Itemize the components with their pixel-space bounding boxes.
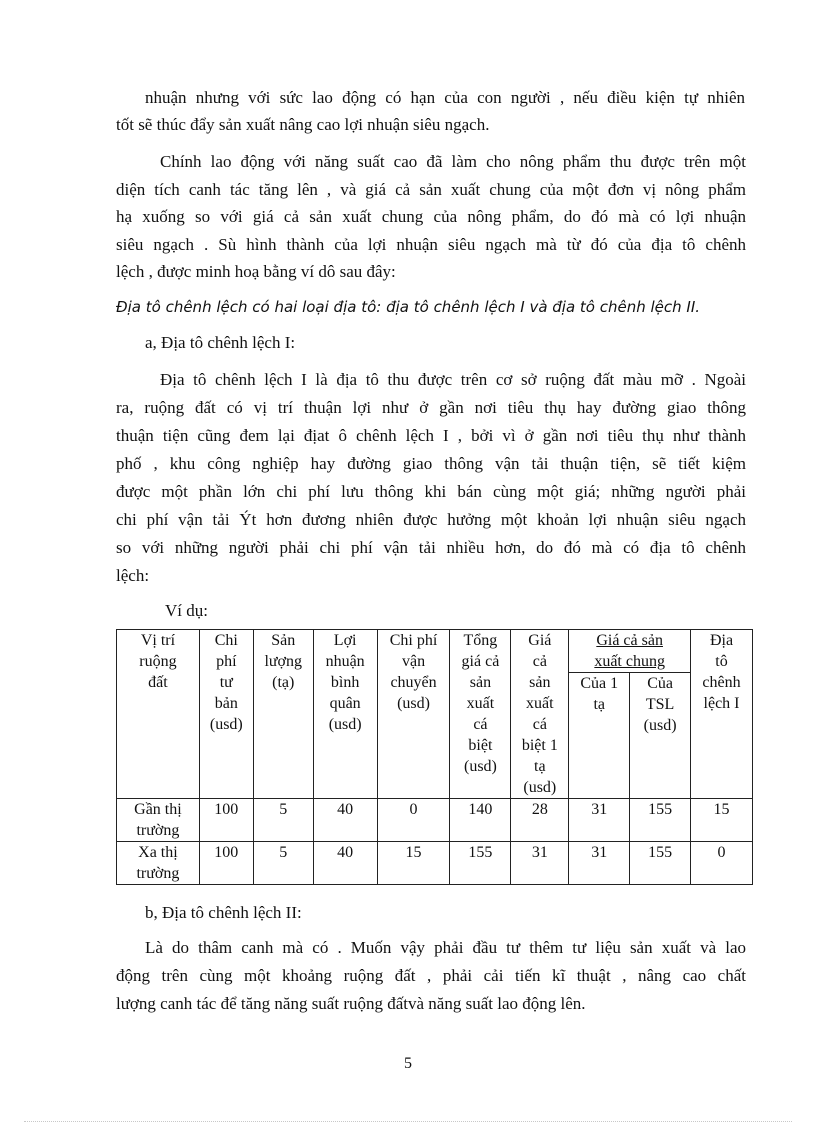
cell-general-price-total: 155 [630,842,691,885]
cell-total-individual-price: 140 [450,799,511,842]
table-row [117,799,753,842]
cell-capital-cost: 100 [199,842,253,885]
header-average-profit: Lợi nhuận bình quân (usd) [313,630,377,799]
paragraph-3-line-1: Địa tô chênh lệch I là địa tô thu được trên cơ sở ruộng đất màu mỡ . Ngoài [160,370,746,389]
paragraph-2-line-3: hạ xuống so với giá cả sản xuất chung của nông phẩm, do đó mà có lợi nhuận [116,207,746,226]
paragraph-4-line-2: động trên cùng một khoảng ruộng đất , phải cải tiến kĩ thuật , nâng cao chất [116,966,746,985]
cell-location: Gần thị trường [117,799,200,842]
heading-a: a, Địa tô chênh lệch I: [145,333,296,352]
paragraph-2-line-2: diện tích canh tác tăng lên , và giá cả sản xuất chung của một đơn vị nông phẩm [116,180,746,199]
paragraph-2-line-5: lệch , được minh hoạ bằng ví dô sau đây: [116,262,396,281]
header-capital-cost: Chi phí tư bản (usd) [199,630,253,799]
paragraph-3-line-2: ra, ruộng đất có vị trí thuận lợi như ở gần nơi tiêu thụ hay đường giao thông [116,398,746,417]
paragraph-3-line-5: được một phần lớn chi phí lưu thông khi bán cùng một giá; những người phải [116,482,746,501]
cell-average-profit: 40 [313,842,377,885]
cell-average-profit: 40 [313,799,377,842]
paragraph-3-line-6: chi phí vận tải Ýt hơn đương nhiên được hưởng một khoản lợi nhuận siêu ngạch [116,510,746,529]
example-label: Ví dụ: [165,601,208,620]
header-differential-rent: Địa tô chênh lệch I [691,630,753,799]
heading-b: b, Địa tô chênh lệch II: [145,903,302,922]
paragraph-1-line-2: tốt sẽ thúc đẩy sản xuất nâng cao lợi nhuận siêu ngạch. [116,115,490,134]
cell-unit-individual-price: 28 [511,799,569,842]
paragraph-3-line-4: phố , khu công nghiệp hay đường giao thông vận tải thuận tiện, sẽ tiết kiệm [116,454,746,473]
header-output: Sản lượng (tạ) [253,630,313,799]
cell-output: 5 [253,842,313,885]
header-general-price-per-unit: Của 1 tạ [569,673,630,799]
cell-transport-cost: 15 [377,842,450,885]
paragraph-2-line-4: siêu ngạch . Sù hình thành của lợi nhuận siêu ngạch mà từ đó của địa tô chênh [116,235,746,254]
land-rent-table [116,629,753,885]
cell-location: Xa thị trường [117,842,200,885]
table-row [117,842,753,885]
paragraph-4-line-1: Là do thâm canh mà có . Muốn vậy phải đầu tư thêm tư liệu sản xuất và lao [145,938,746,957]
italic-summary: Địa tô chênh lệch có hai loại địa tô: địa tô chênh lệch I và địa tô chênh lệch II. [116,298,701,316]
header-location: Vị trí ruộng đất [117,630,200,799]
cell-unit-individual-price: 31 [511,842,569,885]
paragraph-3-line-7: so với những người phải chi phí vận tải nhiều hơn, do đó mà có địa tô chênh [116,538,746,557]
page-bottom-divider [24,1121,792,1122]
header-total-individual-price: Tổng giá cả sản xuất cá biệt (usd) [450,630,511,799]
paragraph-2-line-1: Chính lao động với năng suất cao đã làm cho nông phẩm thu được trên một [160,152,746,171]
paragraph-4-line-3: lượng canh tác để tăng năng suất ruộng đấtvà năng suất lao động lên. [116,994,586,1013]
cell-differential-rent: 15 [691,799,753,842]
cell-differential-rent: 0 [691,842,753,885]
header-general-price: Giá cả sản xuất chung [569,630,691,673]
header-unit-individual-price: Giá cả sản xuất cá biệt 1 tạ (usd) [511,630,569,799]
cell-general-price-per-unit: 31 [569,842,630,885]
page-number: 5 [404,1055,412,1072]
cell-general-price-total: 155 [630,799,691,842]
paragraph-3-line-3: thuận tiện cũng đem lại địat ô chênh lệch I , bởi vì ở gần nơi tiêu thụ như thành [116,426,746,445]
paragraph-1-line-1: nhuận nhưng với sức lao động có hạn của con người , nếu điều kiện tự nhiên [145,88,745,107]
cell-total-individual-price: 155 [450,842,511,885]
table-header-row [117,630,753,673]
header-transport-cost: Chi phí vận chuyển (usd) [377,630,450,799]
header-general-price-total: Của TSL (usd) [630,673,691,799]
paragraph-3-line-8: lệch: [116,566,150,585]
cell-output: 5 [253,799,313,842]
cell-transport-cost: 0 [377,799,450,842]
cell-general-price-per-unit: 31 [569,799,630,842]
cell-capital-cost: 100 [199,799,253,842]
